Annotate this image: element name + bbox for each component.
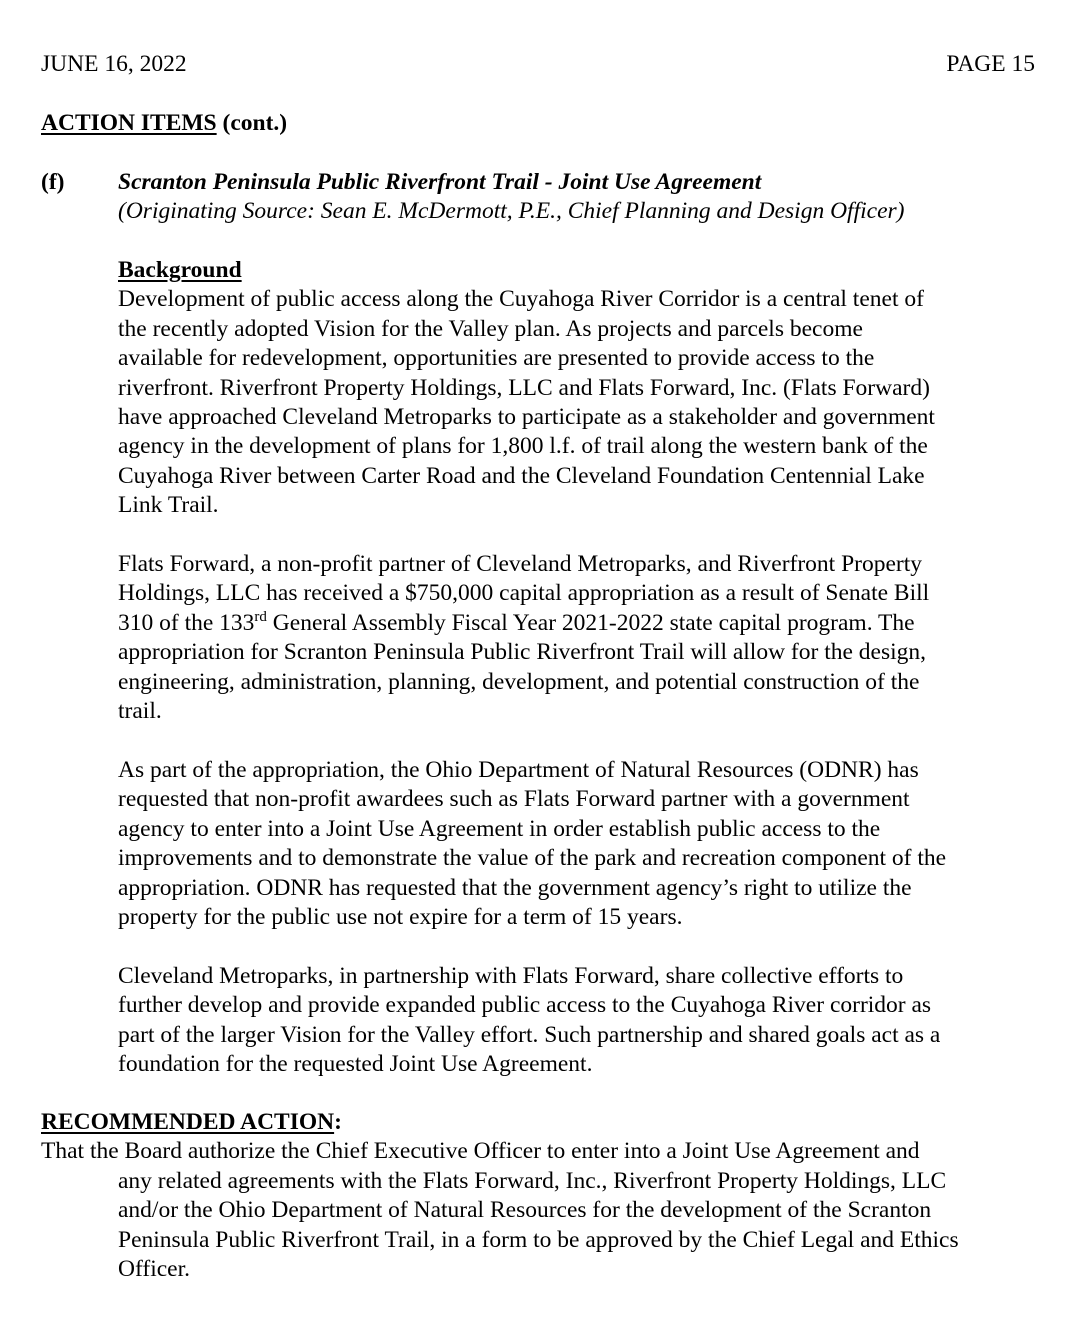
paragraph-line: the recently adopted Vision for the Valley plan. As projects and parcels become <box>118 315 863 342</box>
recommended-action-first-line: That the Board authorize the Chief Executive Officer to enter into a Joint Use Agreement and <box>41 1138 920 1165</box>
paragraph-line: appropriation. ODNR has requested that the government agency’s right to utilize the <box>118 874 912 901</box>
paragraph-line: part of the larger Vision for the Valley effort. Such partnership and shared goals act as a <box>118 1021 941 1048</box>
recommended-action-section <box>41 1108 1041 1284</box>
line-text: General Assembly Fiscal Year 2021-2022 state capital program. The <box>266 609 915 636</box>
paragraph-line: available for redevelopment, opportunities are presented to provide access to the <box>118 345 875 372</box>
background-paragraph-3 <box>118 756 1043 932</box>
recommended-action-line: Peninsula Public Riverfront Trail, in a form to be approved by the Chief Legal and Ethics <box>118 1226 959 1253</box>
recommended-action-line: Officer. <box>118 1256 190 1283</box>
ordinal-suffix: rd <box>254 608 267 625</box>
recommended-action-heading <box>41 1108 1041 1137</box>
paragraph-line: Cleveland Metroparks, in partnership with Flats Forward, share collective efforts to <box>118 962 904 989</box>
background-heading: Background <box>118 257 242 283</box>
paragraph-line: Development of public access along the Cuyahoga River Corridor is a central tenet of <box>118 286 924 313</box>
section-heading <box>41 109 287 138</box>
paragraph-line: agency in the development of plans for 1,800 l.f. of trail along the western bank of the <box>118 433 928 460</box>
recommended-action-title: RECOMMENDED ACTION <box>41 1109 335 1135</box>
paragraph-line: requested that non-profit awardees such as Flats Forward partner with a government <box>118 786 910 813</box>
background-paragraph-1 <box>118 285 1043 520</box>
heading-colon: : <box>334 1109 342 1135</box>
page-number: PAGE 15 <box>946 51 1035 77</box>
background-paragraph-4 <box>118 962 1043 1080</box>
paragraph-line: riverfront. Riverfront Property Holdings, LLC and Flats Forward, Inc. (Flats Forward) <box>118 374 930 401</box>
paragraph-line: further develop and provide expanded public access to the Cuyahoga River corridor as <box>118 992 932 1019</box>
section-title: ACTION ITEMS <box>41 110 217 136</box>
recommended-action-line: and/or the Ohio Department of Natural Resources for the development of the Scranton <box>118 1197 932 1224</box>
page-date: JUNE 16, 2022 <box>41 51 187 77</box>
recommended-action-line: any related agreements with the Flats Forward, Inc., Riverfront Property Holdings, LLC <box>118 1167 947 1194</box>
line-text: 310 of the 133 <box>118 609 255 636</box>
paragraph-line: Link Trail. <box>118 492 219 519</box>
paragraph-line: Flats Forward, a non-profit partner of Cleveland Metroparks, and Riverfront Property <box>118 551 923 578</box>
paragraph-line: Holdings, LLC has received a $750,000 capital appropriation as a result of Senate Bill <box>118 580 930 607</box>
paragraph-line: As part of the appropriation, the Ohio Department of Natural Resources (ODNR) has <box>118 756 919 783</box>
background-section <box>118 256 1043 1109</box>
paragraph-line: trail. <box>118 698 162 725</box>
paragraph-line: improvements and to demonstrate the value of the park and recreation component of the <box>118 845 947 872</box>
item-source: (Originating Source: Sean E. McDermott, P.E., Chief Planning and Design Officer) <box>118 198 905 224</box>
paragraph-line <box>118 609 1043 638</box>
paragraph-line: agency to enter into a Joint Use Agreement in order establish public access to the <box>118 815 881 842</box>
item-letter: (f) <box>41 169 65 195</box>
paragraph-line: Cuyahoga River between Carter Road and the Cleveland Foundation Centennial Lake <box>118 462 925 489</box>
paragraph-line: have approached Cleveland Metroparks to participate as a stakeholder and government <box>118 404 935 431</box>
paragraph-line: engineering, administration, planning, development, and potential construction of the <box>118 668 920 695</box>
paragraph-line: foundation for the requested Joint Use Agreement. <box>118 1050 593 1077</box>
paragraph-line: appropriation for Scranton Peninsula Public Riverfront Trail will allow for the design, <box>118 639 927 666</box>
paragraph-line: property for the public use not expire for a term of 15 years. <box>118 903 683 930</box>
section-suffix: (cont.) <box>216 110 288 136</box>
item-title: Scranton Peninsula Public Riverfront Trail - Joint Use Agreement <box>118 169 762 195</box>
background-paragraph-2 <box>118 550 1043 726</box>
